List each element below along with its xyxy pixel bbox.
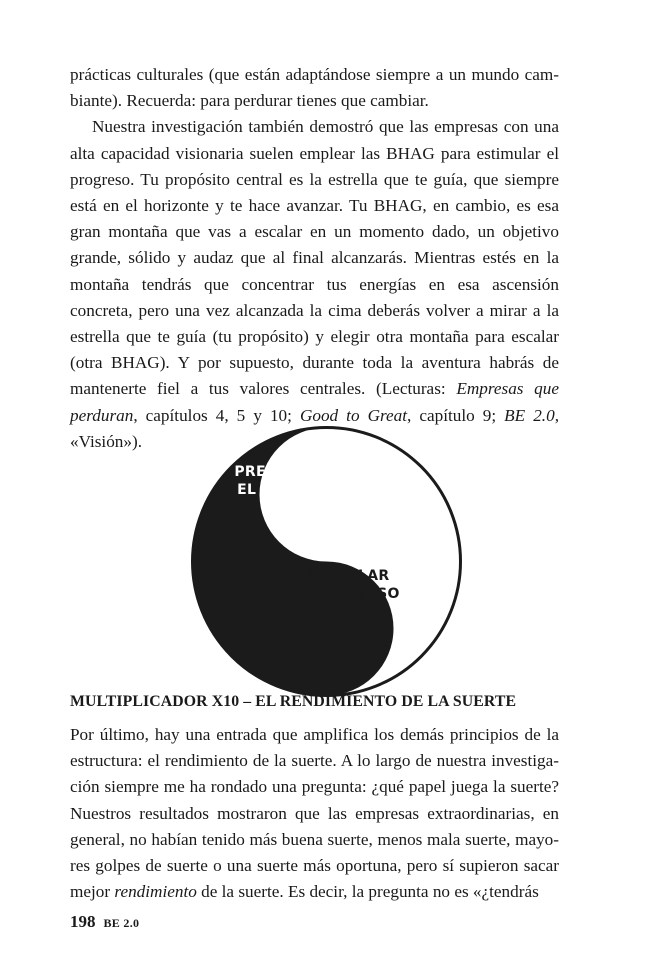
main-text-block — [70, 62, 559, 455]
section-text-block — [70, 722, 559, 905]
section-heading: MULTIPLICADOR X10 – EL RENDIMIENTO DE LA SUERTE — [70, 693, 517, 710]
paragraph-2 — [70, 114, 559, 455]
paragraph-1-text: prácticas culturales (que están adaptándose siempre a un mundo cambiante). Recuerda: para perdurar tienes que cambiar. — [70, 65, 559, 111]
paragraph-3-text-b: de la suerte. Es decir, la pregunta no es «¿tendrás — [196, 882, 539, 902]
paragraph-2-text-d: , «Visión»). — [70, 405, 559, 451]
yin-yang-svg — [190, 425, 463, 698]
paragraph-3-text-a: Por último, hay una entrada que amplifica los demás principios de la estructura: el rendimiento de la suerte. A lo largo de nuestra investigación siempre me ha rondado una pregunta: ¿qué papel juega la suerte? Nuestros resultados mostraron que las empresas extraordinarias, en general, no habían tenido más buena suerte, menos mala suerte, mayores golpes de suerte o una suerte más oportuna, pero sí supieron sacar mejor — [70, 725, 559, 902]
yin-yang-diagram — [190, 425, 463, 698]
preservar-label-1: PRESERVAR — [234, 464, 330, 480]
paragraph-2-text-c: , capítulo 9; — [407, 405, 505, 425]
running-title: BE 2.0 — [103, 916, 140, 930]
paragraph-2-text-a: Nuestra investigación también demostró que las empresas con una alta capacidad visionaria suelen emplear las BHAG para estimular el progreso. Tu propósito central es la estrella que te guía, que siempre está en el horizonte y te hace avanzar. Tu BHAG, en cambio, es esa gran montaña que vas a escalar en un momento dado, un objetivo grande, sólido y audaz que al final alcanzarás. Mientras estés en la montaña tendrás que concentrar tus energías en esa ascensión concreta, pero una vez alcanzada la cima deberás volver a mirar a la estrella que te guía (tu propósito) y elegir otra montaña para escalar (otra BHAG). Y por supuesto, durante toda la aventura habrás de mantenerte fiel a tus valores centrales. (Lecturas: — [70, 117, 559, 399]
book-title-good-to-great: Good to Great — [299, 405, 408, 425]
paragraph-1 — [70, 62, 559, 114]
estimular-label-2: EL PROGRESO — [286, 586, 400, 602]
page-number: 198 — [70, 912, 96, 931]
preservar-label-2: EL NÚCLEO — [237, 482, 327, 498]
estimular-label-1: ESTIMULAR — [296, 568, 390, 584]
book-title-empresas: Empresas que perduran — [70, 379, 559, 425]
page-footer — [70, 912, 139, 932]
paragraph-2-text-b: , capítulos 4, 5 y 10; — [133, 405, 300, 425]
emphasis-rendimiento: rendimiento — [114, 882, 197, 902]
paragraph-3 — [70, 722, 559, 905]
book-title-be2: BE 2.0 — [504, 405, 555, 425]
